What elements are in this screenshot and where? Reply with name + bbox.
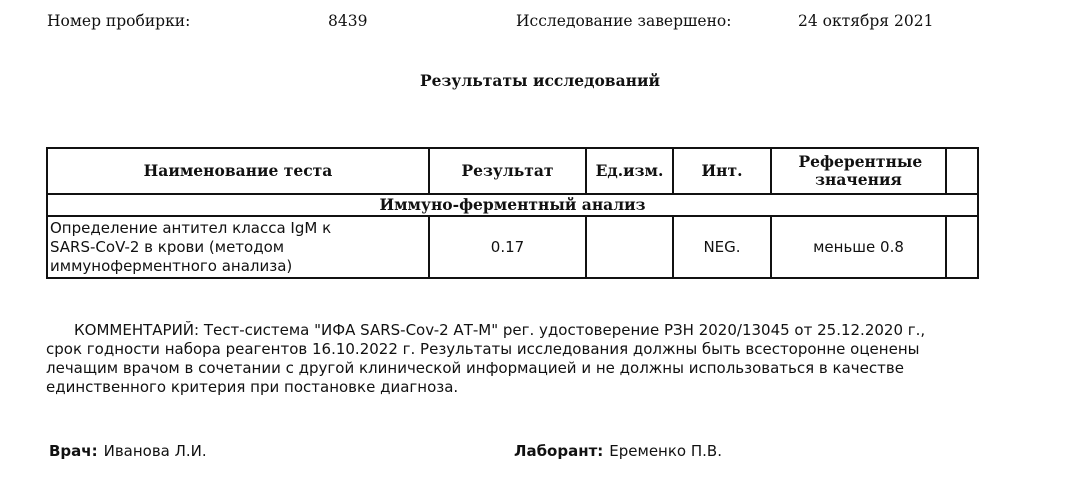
lab-name: Еременко П.В. <box>609 442 722 460</box>
test-name-cell <box>47 216 429 278</box>
column-header-test-name: Наименование теста <box>47 148 429 194</box>
comment-block <box>46 321 1046 397</box>
doctor-signature <box>49 442 207 460</box>
table-header-row <box>47 148 978 194</box>
column-header-empty <box>946 148 978 194</box>
test-name-line-3: иммуноферментного анализа) <box>50 256 293 275</box>
comment-line-2: срок годности набора реагентов 16.10.2022 г. Результаты исследования должны быть всесторонне оценены <box>46 340 920 358</box>
comment-line-3: лечащим врачом в сочетании с другой клинической информацией и не должны использоваться в качестве <box>46 359 904 377</box>
column-header-reference <box>771 148 946 194</box>
reference-header-text: Референтные значения <box>798 152 923 189</box>
results-table <box>46 147 979 279</box>
lab-signature <box>514 442 722 460</box>
column-header-unit: Ед.изм. <box>586 148 673 194</box>
column-header-interpretation: Инт. <box>673 148 771 194</box>
group-row <box>47 194 978 216</box>
test-name-line-1: Определение антител класса IgM к <box>50 218 332 237</box>
group-title: Иммуно-ферментный анализ <box>47 194 978 216</box>
empty-cell <box>946 216 978 278</box>
tube-number-value: 8439 <box>328 12 368 30</box>
result-cell: 0.17 <box>429 216 586 278</box>
column-header-result: Результат <box>429 148 586 194</box>
comment-line-1: КОММЕНТАРИЙ: Тест-система "ИФА SARS-Cov-2 АТ-М" рег. удостоверение РЗН 2020/13045 от 25.12.2020 г., <box>74 321 926 339</box>
test-name-line-2: SARS-CoV-2 в крови (методом <box>50 237 285 256</box>
page-title: Результаты исследований <box>420 71 660 90</box>
lab-label: Лаборант: <box>514 442 604 460</box>
doctor-name: Иванова Л.И. <box>103 442 207 460</box>
comment-line-4: единственного критерия при постановке диагноза. <box>46 378 459 396</box>
table-row <box>47 216 978 278</box>
reference-cell: меньше 0.8 <box>771 216 946 278</box>
interpretation-cell: NEG. <box>673 216 771 278</box>
completed-label: Исследование завершено: <box>516 12 732 30</box>
tube-number-label: Номер пробирки: <box>47 12 191 30</box>
unit-cell <box>586 216 673 278</box>
completed-date: 24 октября 2021 <box>798 12 934 30</box>
doctor-label: Врач: <box>49 442 98 460</box>
